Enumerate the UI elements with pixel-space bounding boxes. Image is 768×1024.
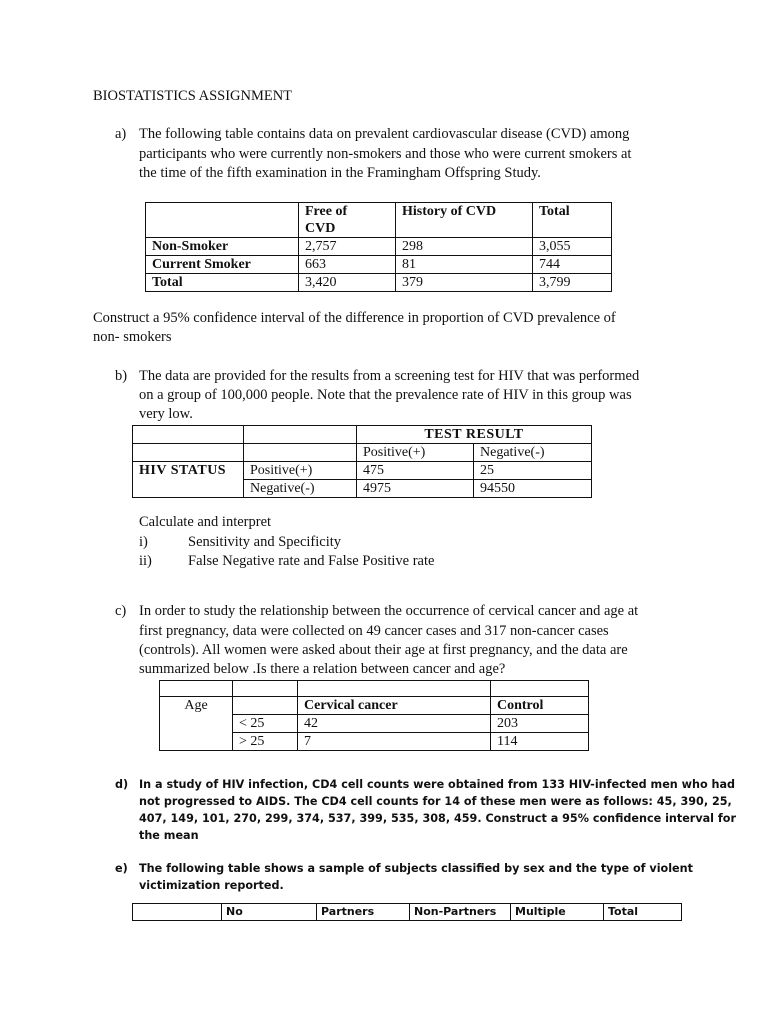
table-cell: 42 [298,715,491,733]
table-cell: Non-Smoker [146,238,299,256]
table-row [146,274,612,292]
section-a-marker: a) [115,126,127,142]
hiv-status-label: HIV STATUS [133,462,244,498]
cancer-age-table [159,680,589,751]
table-row [146,238,612,256]
section-b-line: on a group of 100,000 people. Note that the prevalence rate of HIV in this group was [139,387,632,403]
section-b-line: The data are provided for the results from a screening test for HIV that was performed [139,368,640,384]
section-c-line: (controls). All women were asked about their age at first pregnancy, and the data are [139,642,628,658]
table-cell: 3,420 [299,274,396,292]
table-header: Positive(+) [357,444,474,462]
table-header: Control [491,697,589,715]
test-result-header: TEST RESULT [357,426,592,444]
table-cell: 81 [396,256,533,274]
section-e-line: victimization reported. [139,879,284,892]
section-e-line: The following table shows a sample of subjects classified by sex and the type of violent [139,862,693,875]
table-cell: 114 [491,733,589,751]
table-cell: 475 [357,462,474,480]
table-row [160,697,589,715]
table-cell: 3,055 [533,238,612,256]
section-a-line: participants who were currently non-smokers and those who were current smokers at [139,146,632,162]
section-a-question: non- smokers [93,329,172,345]
section-d-marker: d) [115,778,129,791]
table-cell: 663 [299,256,396,274]
table-cell: 379 [396,274,533,292]
age-label: Age [160,697,233,715]
section-a-line: the time of the fifth examination in the Framingham Offspring Study. [139,165,541,181]
page-title: BIOSTATISTICS ASSIGNMENT [93,88,293,104]
table-cell: 298 [396,238,533,256]
table-header: Total [604,904,682,921]
section-a-line: The following table contains data on prevalent cardiovascular disease (CVD) among [139,126,630,142]
section-b-marker: b) [115,368,128,384]
table-header: Non-Partners [410,904,511,921]
table-cell: Negative(-) [244,480,357,498]
table-row [146,256,612,274]
table-cell: 7 [298,733,491,751]
table-cell: 25 [474,462,592,480]
calc-instruction: Calculate and interpret [139,514,272,530]
table-header: Multiple [511,904,604,921]
table-cell: 94550 [474,480,592,498]
section-c-marker: c) [115,603,127,619]
item-text: Sensitivity and Specificity [188,534,342,550]
table-header: Partners [317,904,410,921]
item-text: False Negative rate and False Positive rate [188,553,435,569]
section-c-line: In order to study the relationship between the occurrence of cervical cancer and age at [139,603,639,619]
section-c-line: summarized below .Is there a relation between cancer and age? [139,661,506,677]
table-cell: Current Smoker [146,256,299,274]
section-c-line: first pregnancy, data were collected on 49 cancer cases and 317 non-cancer cases [139,623,609,639]
table-cell: 4975 [357,480,474,498]
section-e-marker: e) [115,862,128,875]
table-header: Cervical cancer [298,697,491,715]
table-cell: 203 [491,715,589,733]
table-row [146,203,612,238]
cvd-table [145,202,612,292]
item-number: i) [139,534,148,550]
section-d-line: not progressed to AIDS. The CD4 cell counts for 14 of these men were as follows: 45, 390, 25, [139,795,732,808]
section-b-line: very low. [139,406,193,422]
item-number: ii) [139,553,152,569]
table-header: CVD [305,221,336,236]
section-d-line: 407, 149, 101, 270, 299, 374, 537, 399, 535, 308, 459. Construct a 95% confidence interval for [139,812,736,825]
table-header: Total [533,203,612,238]
table-cell: > 25 [233,733,298,751]
table-cell: Positive(+) [244,462,357,480]
table-cell: Total [146,274,299,292]
table-header [133,904,222,921]
table-row [160,715,589,733]
section-a-question: Construct a 95% confidence interval of the difference in proportion of CVD prevalence of [93,310,616,326]
table-header: No [222,904,317,921]
table-row [133,462,592,480]
hiv-table [132,425,592,498]
table-header: Free of [305,204,348,219]
table-row [133,904,682,921]
table-header: History of CVD [396,203,533,238]
victimization-table [132,903,682,921]
table-cell: < 25 [233,715,298,733]
table-row [160,681,589,697]
table-cell: 744 [533,256,612,274]
table-header: Negative(-) [474,444,592,462]
table-row [133,444,592,462]
section-d-line: In a study of HIV infection, CD4 cell counts were obtained from 133 HIV-infected men who had [139,778,736,791]
section-d-line: the mean [139,829,199,842]
table-row [160,733,589,751]
table-row [133,426,592,444]
table-cell: 2,757 [299,238,396,256]
table-cell: 3,799 [533,274,612,292]
